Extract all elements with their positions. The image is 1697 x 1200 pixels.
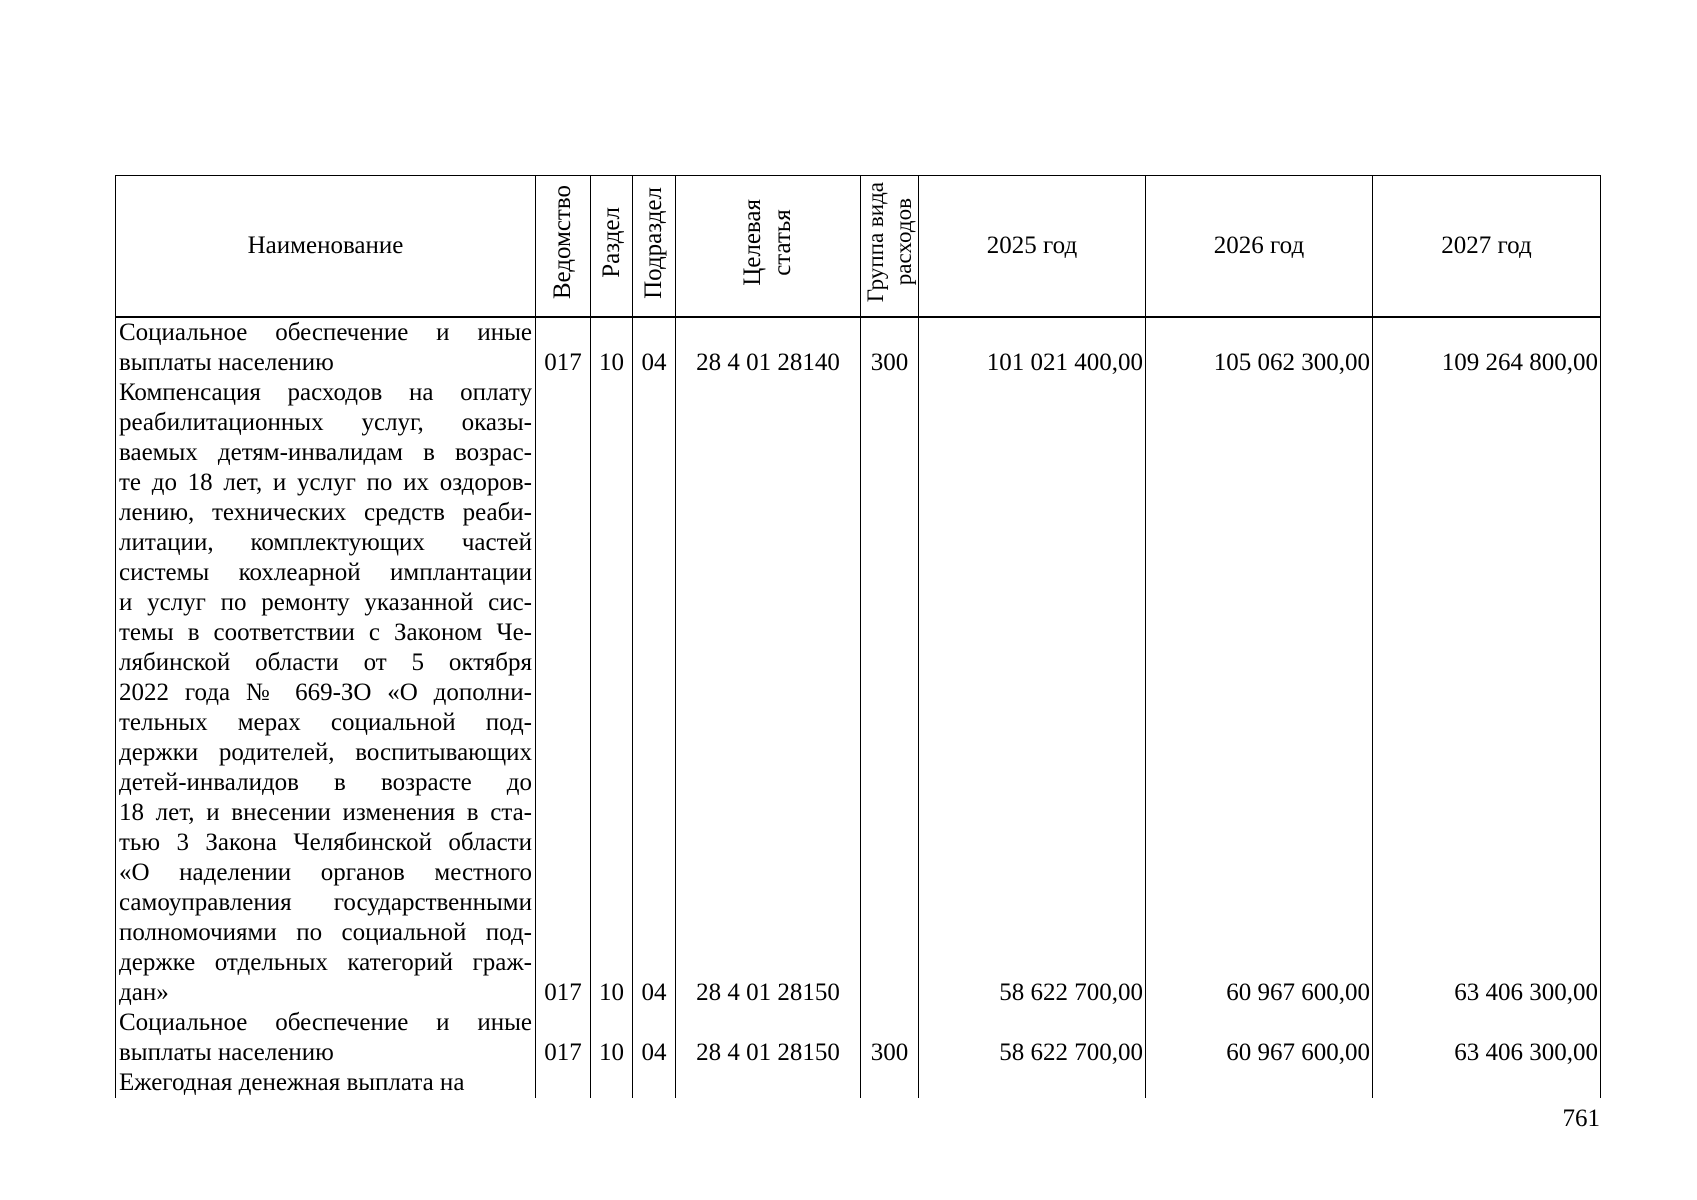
row-name-line: «О наделении органов местного bbox=[119, 859, 532, 886]
razdel-cell bbox=[591, 1068, 633, 1098]
podrazdel-cell: 04 bbox=[633, 378, 676, 1008]
razdel-cell: 10 bbox=[591, 317, 633, 378]
header-podrazdel: Подраздел bbox=[633, 176, 676, 318]
gruppa-vida-cell: 300 bbox=[861, 1008, 919, 1068]
row-name-line: Ежегодная денежная выплата на bbox=[119, 1069, 465, 1096]
row-name-line: самоуправления государственными bbox=[119, 889, 532, 916]
amount-2027-cell: 63 406 300,00 bbox=[1373, 378, 1601, 1008]
row-name-line: дан» bbox=[119, 979, 169, 1006]
podrazdel-cell bbox=[633, 1068, 676, 1098]
amount-2027-cell: 63 406 300,00 bbox=[1373, 1008, 1601, 1068]
header-tselevaya-statya: Целевая статья bbox=[676, 176, 861, 318]
podrazdel-cell: 04 bbox=[633, 1008, 676, 1068]
page-number: 761 bbox=[1562, 1105, 1600, 1132]
row-name-line: Социальное обеспечение и иные bbox=[119, 319, 532, 346]
table-row bbox=[116, 378, 1601, 1008]
amount-2027-cell: 109 264 800,00 bbox=[1373, 317, 1601, 378]
amount-2025-cell: 58 622 700,00 bbox=[919, 378, 1146, 1008]
row-name-cell bbox=[116, 1068, 536, 1098]
row-name-line: лению, технических средств реаби- bbox=[119, 499, 532, 526]
gruppa-vida-cell: 300 bbox=[861, 317, 919, 378]
row-name-line: детей-инвалидов в возрасте до bbox=[119, 769, 532, 796]
header-2026: 2026 год bbox=[1146, 176, 1373, 318]
row-name-line: Компенсация расходов на оплату bbox=[119, 379, 532, 406]
vedomstvo-cell bbox=[536, 1068, 591, 1098]
tselevaya-statya-cell: 28 4 01 28150 bbox=[676, 378, 861, 1008]
row-name-line: держке отдельных категорий граж- bbox=[119, 949, 532, 976]
table-row bbox=[116, 1008, 1601, 1068]
row-name-line: реабилитационных услуг, оказы- bbox=[119, 409, 532, 436]
row-name-line: Социальное обеспечение и иные bbox=[119, 1009, 532, 1036]
amount-2026-cell: 105 062 300,00 bbox=[1146, 317, 1373, 378]
amount-2027-cell bbox=[1373, 1068, 1601, 1098]
amount-2025-cell bbox=[919, 1068, 1146, 1098]
amount-2025-cell: 101 021 400,00 bbox=[919, 317, 1146, 378]
row-name-line: держки родителей, воспитывающих bbox=[119, 739, 532, 766]
vedomstvo-cell: 017 bbox=[536, 378, 591, 1008]
header-vedomstvo: Ведомство bbox=[536, 176, 591, 318]
tselevaya-statya-cell bbox=[676, 1068, 861, 1098]
tselevaya-statya-cell: 28 4 01 28150 bbox=[676, 1008, 861, 1068]
row-name-line: литации, комплектующих частей bbox=[119, 529, 532, 556]
header-2025: 2025 год bbox=[919, 176, 1146, 318]
row-name-line: и услуг по ремонту указанной сис- bbox=[119, 589, 532, 616]
row-name-cell bbox=[116, 1008, 536, 1068]
row-name-cell bbox=[116, 317, 536, 378]
razdel-cell: 10 bbox=[591, 378, 633, 1008]
header-2027: 2027 год bbox=[1373, 176, 1601, 318]
row-name-line: лябинской области от 5 октября bbox=[119, 649, 532, 676]
table-row bbox=[116, 317, 1601, 378]
tselevaya-statya-cell: 28 4 01 28140 bbox=[676, 317, 861, 378]
row-name-line: ваемых детям-инвалидам в возрас- bbox=[119, 439, 532, 466]
header-row bbox=[116, 176, 1601, 318]
amount-2026-cell: 60 967 600,00 bbox=[1146, 1008, 1373, 1068]
amount-2025-cell: 58 622 700,00 bbox=[919, 1008, 1146, 1068]
amount-2026-cell: 60 967 600,00 bbox=[1146, 378, 1373, 1008]
row-name-line: темы в соответствии с Законом Че- bbox=[119, 619, 532, 646]
row-name-line: тельных мерах социальной под- bbox=[119, 709, 532, 736]
amount-2026-cell bbox=[1146, 1068, 1373, 1098]
row-name-line: полномочиями по социальной под- bbox=[119, 919, 532, 946]
vedomstvo-cell: 017 bbox=[536, 317, 591, 378]
row-name-line: 18 лет, и внесении изменения в ста- bbox=[119, 799, 532, 826]
gruppa-vida-cell bbox=[861, 1068, 919, 1098]
row-name-cell bbox=[116, 378, 536, 1008]
header-gruppa-vida-rashodov: Группа вида расходов bbox=[861, 176, 919, 318]
header-razdel: Раздел bbox=[591, 176, 633, 318]
row-name-line: выплаты населению bbox=[119, 349, 334, 376]
row-name-line: тью 3 Закона Челябинской области bbox=[119, 829, 532, 856]
vedomstvo-cell: 017 bbox=[536, 1008, 591, 1068]
row-name-line: те до 18 лет, и услуг по их оздоров- bbox=[119, 469, 532, 496]
budget-table bbox=[115, 175, 1601, 1098]
gruppa-vida-cell bbox=[861, 378, 919, 1008]
row-name-line: выплаты населению bbox=[119, 1039, 334, 1066]
header-name: Наименование bbox=[116, 176, 536, 318]
razdel-cell: 10 bbox=[591, 1008, 633, 1068]
row-name-line: 2022 года № 669-ЗО «О дополни- bbox=[119, 679, 532, 706]
table-row bbox=[116, 1068, 1601, 1098]
podrazdel-cell: 04 bbox=[633, 317, 676, 378]
row-name-line: системы кохлеарной имплантации bbox=[119, 559, 532, 586]
